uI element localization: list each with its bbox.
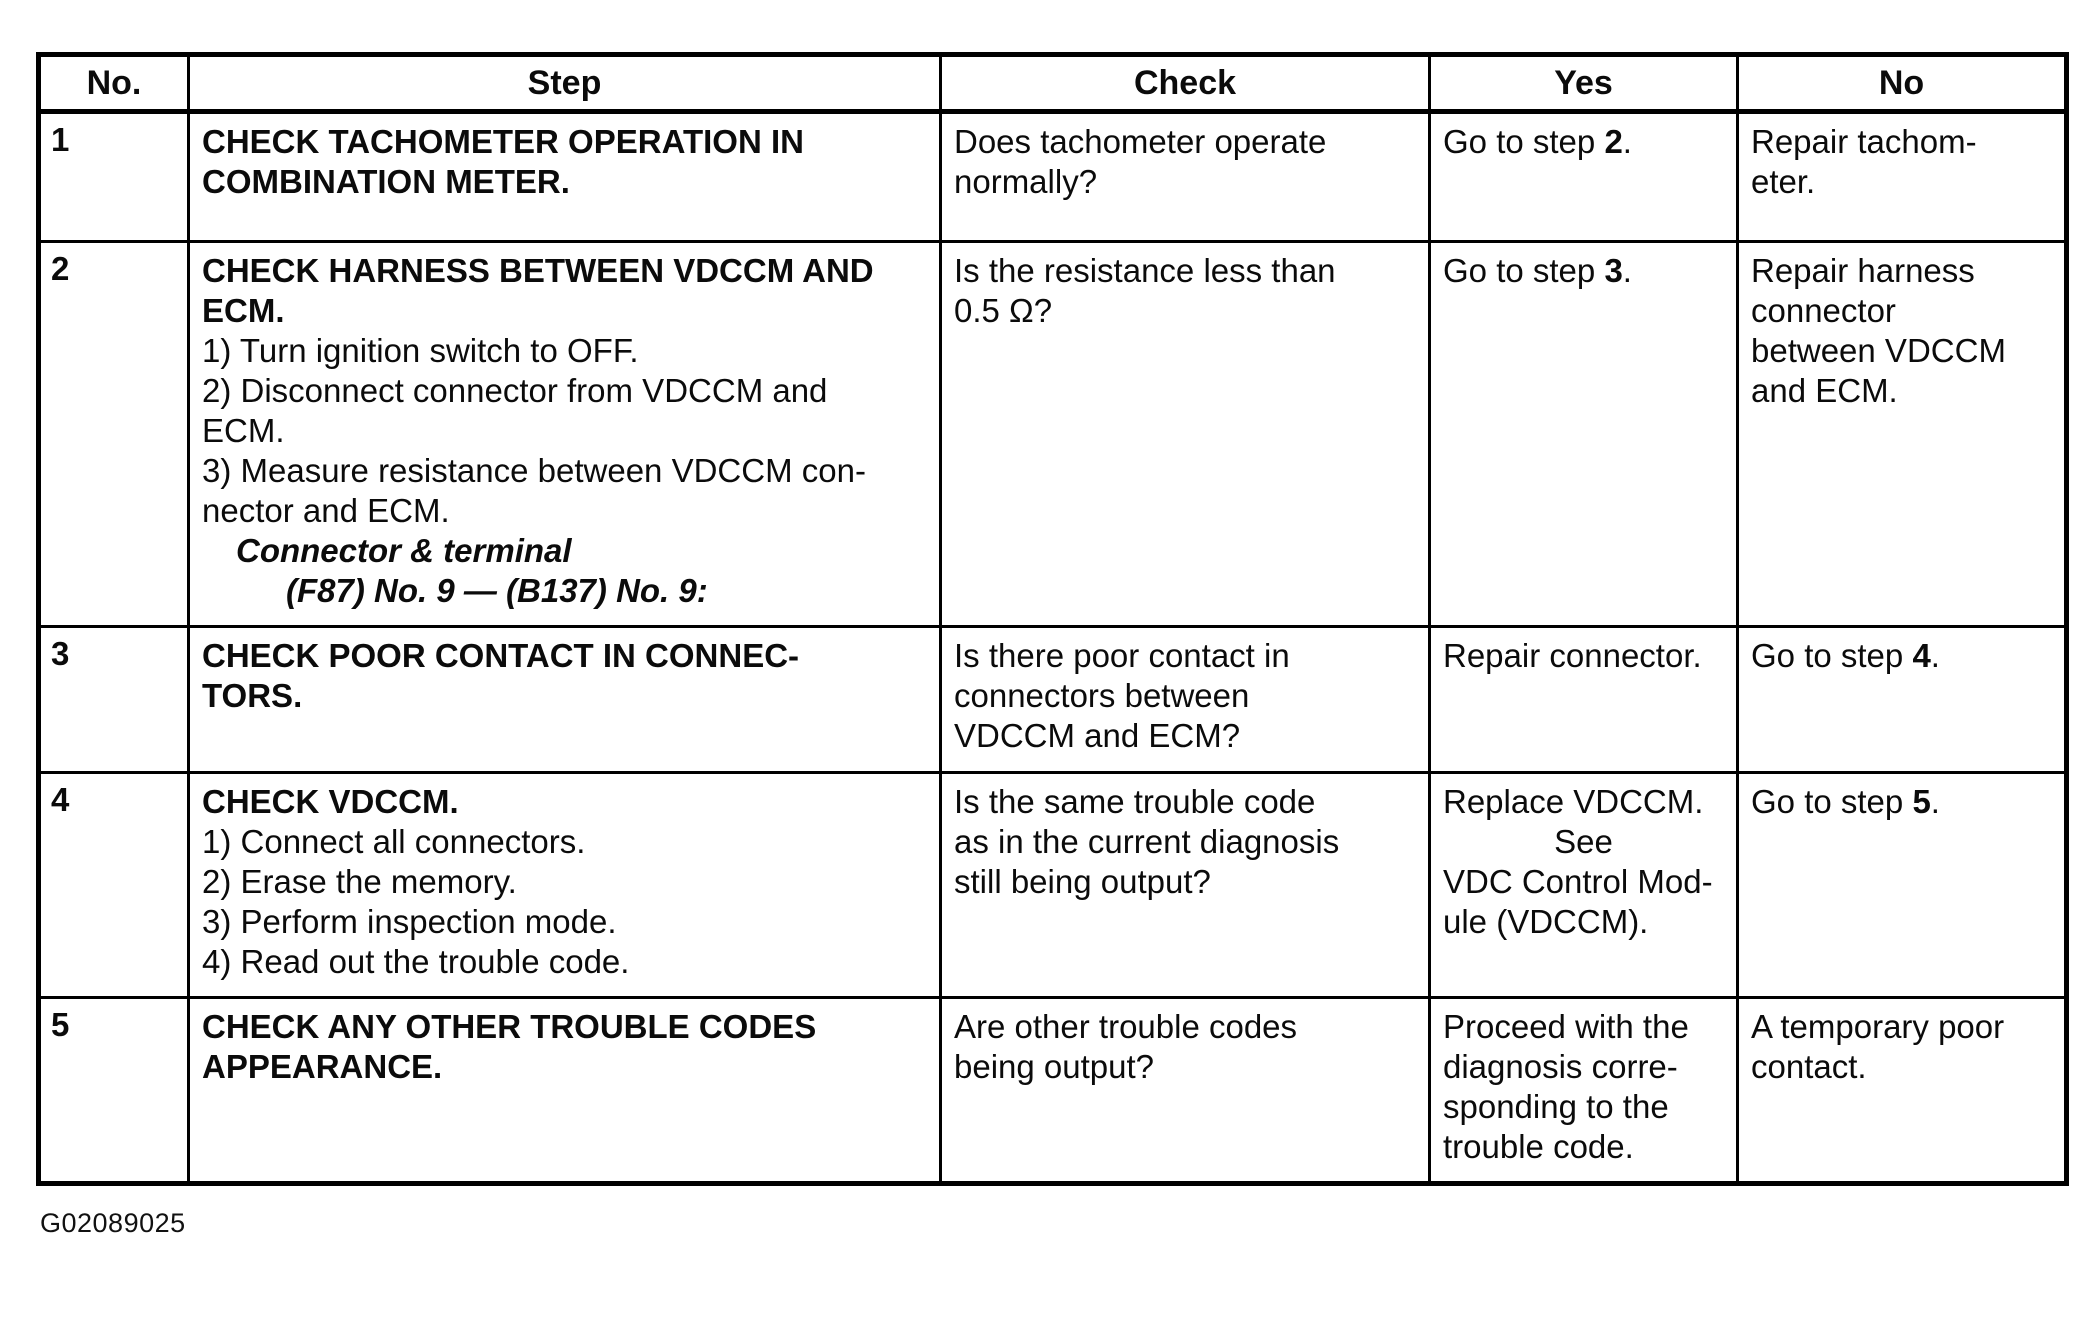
text-segment: nector and ECM. (202, 492, 450, 529)
text-line (954, 636, 1416, 676)
text-line (1443, 1007, 1724, 1047)
text-segment: Connector & terminal (236, 532, 572, 569)
text-line (1751, 122, 2052, 162)
text-segment: VDC Control Mod- (1443, 863, 1713, 900)
text-line (202, 491, 927, 531)
cell-step (189, 242, 941, 627)
cell-step (189, 773, 941, 998)
text-line (1443, 1087, 1724, 1127)
text-line (1443, 636, 1724, 676)
text-segment: APPEARANCE. (202, 1048, 443, 1085)
figure-id-label: G02089025 (40, 1208, 186, 1238)
text-segment: 1) Connect all connectors. (202, 823, 586, 860)
text-segment: Does tachometer operate (954, 123, 1327, 160)
column-header-number: No. (39, 55, 189, 112)
cell-step-number: 2 (39, 242, 189, 627)
text-line (202, 411, 927, 451)
cell-step-number: 3 (39, 627, 189, 773)
cell-yes (1430, 998, 1738, 1184)
text-segment: 2) Erase the memory. (202, 863, 517, 900)
text-line (1443, 1047, 1724, 1087)
text-segment: CHECK ANY OTHER TROUBLE CODES (202, 1008, 817, 1045)
diagnostic-table (36, 52, 2069, 1186)
cell-step-number: 1 (39, 112, 189, 242)
cell-no (1738, 112, 2067, 242)
text-segment: Go to step (1751, 783, 1913, 820)
cell-no (1738, 627, 2067, 773)
text-line (202, 902, 927, 942)
text-segment: Is the resistance less than (954, 252, 1336, 289)
text-segment: as in the current diagnosis (954, 823, 1340, 860)
text-line (1443, 251, 1724, 291)
text-segment: sponding to the (1443, 1088, 1669, 1125)
text-line (202, 1047, 927, 1087)
text-line (202, 942, 927, 982)
text-segment: . (1622, 123, 1632, 160)
text-segment: connector (1751, 292, 1896, 329)
text-line (1751, 1047, 2052, 1087)
text-line (1443, 782, 1724, 822)
text-line (1443, 1127, 1724, 1167)
text-line (954, 676, 1416, 716)
table-row (39, 773, 2067, 998)
text-line (1443, 122, 1724, 162)
text-line (1443, 822, 1724, 862)
text-line (202, 782, 927, 822)
text-segment: ECM. (202, 292, 285, 329)
text-segment: 4 (1912, 637, 1931, 674)
text-line (202, 371, 927, 411)
cell-step-number: 5 (39, 998, 189, 1184)
text-segment: TORS. (202, 677, 303, 714)
text-segment: 2 (1604, 123, 1623, 160)
cell-no (1738, 773, 2067, 998)
text-segment: 0.5 Ω? (954, 292, 1053, 329)
text-segment: contact. (1751, 1048, 1867, 1085)
cell-check (941, 112, 1430, 242)
text-line (954, 291, 1416, 331)
text-line (1751, 162, 2052, 202)
text-segment: 1) Turn ignition switch to OFF. (202, 332, 639, 369)
cell-yes (1430, 773, 1738, 998)
cell-yes (1430, 242, 1738, 627)
text-line (1751, 331, 2052, 371)
text-segment: 3) Perform inspection mode. (202, 903, 617, 940)
text-segment: Replace VDCCM. (1443, 783, 1704, 820)
text-line (202, 676, 927, 716)
cell-step (189, 998, 941, 1184)
text-segment: Proceed with the (1443, 1008, 1689, 1045)
text-segment: . (1930, 637, 1940, 674)
text-segment: Are other trouble codes (954, 1008, 1298, 1045)
text-segment: 4) Read out the trouble code. (202, 943, 630, 980)
text-line (954, 716, 1416, 756)
text-segment: Repair harness (1751, 252, 1975, 289)
cell-check (941, 998, 1430, 1184)
column-header-no: No (1738, 55, 2067, 112)
text-segment: Is there poor contact in (954, 637, 1290, 674)
text-line (1751, 371, 2052, 411)
cell-step-number: 4 (39, 773, 189, 998)
column-header-check: Check (941, 55, 1430, 112)
text-segment: ECM. (202, 412, 285, 449)
text-segment: CHECK VDCCM. (202, 783, 459, 820)
text-segment: trouble code. (1443, 1128, 1634, 1165)
text-line (202, 251, 927, 291)
text-segment: CHECK TACHOMETER OPERATION IN (202, 123, 804, 160)
text-line (954, 782, 1416, 822)
text-line (954, 862, 1416, 902)
text-line (954, 822, 1416, 862)
cell-no (1738, 242, 2067, 627)
text-segment: 3) Measure resistance between VDCCM con- (202, 452, 866, 489)
text-segment: being output? (954, 1048, 1155, 1085)
text-segment: Go to step (1443, 123, 1605, 160)
text-segment: Repair tachom- (1751, 123, 1977, 160)
table-row (39, 998, 2067, 1184)
text-line (202, 451, 927, 491)
text-line (1443, 902, 1724, 942)
text-segment: between VDCCM (1751, 332, 2006, 369)
text-line (202, 291, 927, 331)
text-line (1751, 1007, 2052, 1047)
text-line (202, 862, 927, 902)
cell-check (941, 627, 1430, 773)
text-line (202, 531, 927, 571)
text-line (954, 162, 1416, 202)
text-line (954, 251, 1416, 291)
text-segment: diagnosis corre- (1443, 1048, 1678, 1085)
text-line (202, 1007, 927, 1047)
text-line (202, 162, 927, 202)
table-body (39, 112, 2067, 1184)
text-line (202, 122, 927, 162)
text-segment: ule (VDCCM). (1443, 903, 1649, 940)
text-segment: CHECK HARNESS BETWEEN VDCCM AND (202, 252, 874, 289)
text-segment: 5 (1912, 783, 1931, 820)
text-segment: A temporary poor (1751, 1008, 2005, 1045)
text-line (202, 636, 927, 676)
text-segment: See (1554, 823, 1613, 860)
text-segment: eter. (1751, 163, 1816, 200)
cell-yes (1430, 627, 1738, 773)
cell-step (189, 112, 941, 242)
text-segment: . (1622, 252, 1632, 289)
column-header-step: Step (189, 55, 941, 112)
text-line (1751, 636, 2052, 676)
cell-check (941, 773, 1430, 998)
text-segment: COMBINATION METER. (202, 163, 570, 200)
text-line (1751, 782, 2052, 822)
text-segment: CHECK POOR CONTACT IN CONNEC- (202, 637, 800, 674)
text-line (954, 1047, 1416, 1087)
text-segment: . (1930, 783, 1940, 820)
table-row (39, 242, 2067, 627)
text-segment: (F87) No. 9 — (B137) No. 9: (286, 572, 708, 609)
text-segment: and ECM. (1751, 372, 1898, 409)
cell-step (189, 627, 941, 773)
column-header-yes: Yes (1430, 55, 1738, 112)
text-segment: still being output? (954, 863, 1211, 900)
text-line (1443, 862, 1724, 902)
text-segment: Go to step (1751, 637, 1913, 674)
text-segment: Is the same trouble code (954, 783, 1316, 820)
text-segment: connectors between (954, 677, 1250, 714)
table-header-row (39, 55, 2067, 112)
text-segment: 3 (1604, 252, 1623, 289)
text-line (1751, 291, 2052, 331)
table-row (39, 627, 2067, 773)
text-line (202, 331, 927, 371)
cell-no (1738, 998, 2067, 1184)
cell-yes (1430, 112, 1738, 242)
text-line (954, 1007, 1416, 1047)
table-row (39, 112, 2067, 242)
text-line (202, 571, 927, 611)
cell-check (941, 242, 1430, 627)
text-segment: Go to step (1443, 252, 1605, 289)
text-line (202, 822, 927, 862)
text-segment: VDCCM and ECM? (954, 717, 1241, 754)
text-line (1751, 251, 2052, 291)
text-line (954, 122, 1416, 162)
text-segment: Repair connector. (1443, 637, 1702, 674)
text-segment: normally? (954, 163, 1098, 200)
text-segment: 2) Disconnect connector from VDCCM and (202, 372, 828, 409)
